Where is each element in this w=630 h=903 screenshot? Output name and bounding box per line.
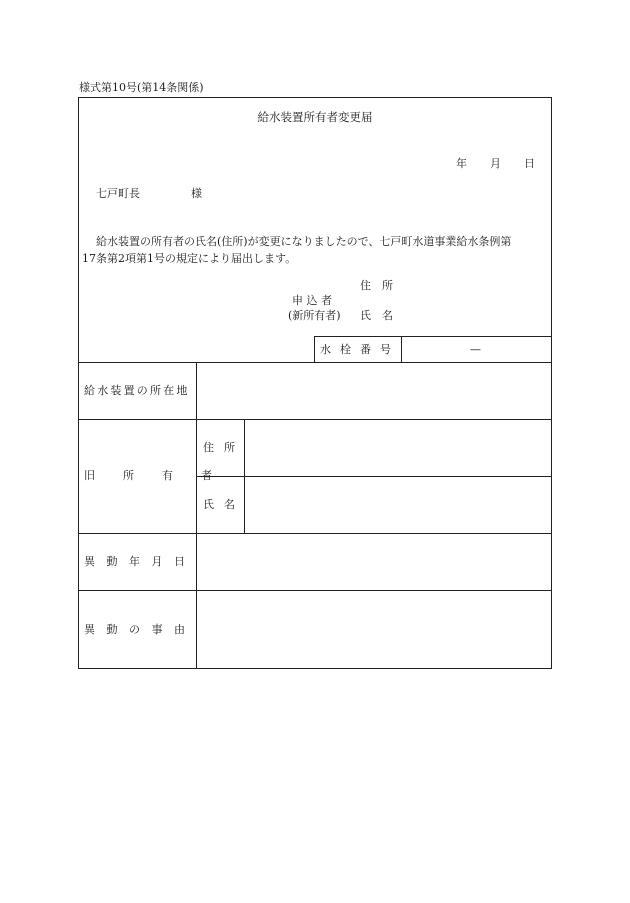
meter-number-value: — bbox=[470, 343, 481, 356]
date-day-label: 日 bbox=[524, 157, 535, 170]
applicant-address-label: 住 所 bbox=[360, 279, 393, 292]
applicant-role-sub-label: (新所有者) bbox=[288, 309, 341, 322]
row-divider-1 bbox=[78, 362, 552, 363]
applicant-name-label: 氏 名 bbox=[360, 309, 393, 322]
former-owner-label: 旧所有者 bbox=[84, 469, 240, 482]
notification-body-line-1: 給水装置の所有者の氏名(住所)が変更になりましたので、七戸町水道事業給水条例第 bbox=[96, 235, 512, 248]
notification-body-line-2: 17条第2項第1号の規定により届出します。 bbox=[82, 252, 297, 265]
addressee-honorific: 様 bbox=[191, 187, 202, 200]
form-number-label: 様式第10号(第14条関係) bbox=[79, 81, 204, 94]
applicant-role-label: 申 込 者 bbox=[292, 294, 332, 307]
former-name-label: 氏名 bbox=[203, 498, 245, 511]
notification-body bbox=[82, 233, 552, 267]
form-title: 給水装置所有者変更届 bbox=[257, 110, 373, 124]
date-year-label: 年 bbox=[456, 157, 467, 170]
location-label: 給水装置の所在地 bbox=[84, 384, 190, 397]
meter-box-left-border bbox=[314, 336, 315, 362]
change-date-label: 異動年月日 bbox=[84, 555, 197, 568]
row-divider-owner-split bbox=[196, 476, 552, 477]
row-divider-2 bbox=[78, 419, 552, 420]
date-month-label: 月 bbox=[490, 157, 501, 170]
change-reason-label: 異動の事由 bbox=[84, 623, 197, 636]
former-address-label: 住所 bbox=[203, 441, 245, 454]
row-divider-4 bbox=[78, 590, 552, 591]
meter-number-label: 水栓番号 bbox=[320, 343, 400, 356]
owner-subcolumn-divider bbox=[244, 419, 245, 533]
addressee-name: 七戸町長 bbox=[96, 187, 140, 200]
meter-box-top-border bbox=[314, 336, 552, 337]
form-frame bbox=[78, 97, 552, 669]
meter-box-divider bbox=[401, 336, 402, 362]
row-divider-3 bbox=[78, 533, 552, 534]
